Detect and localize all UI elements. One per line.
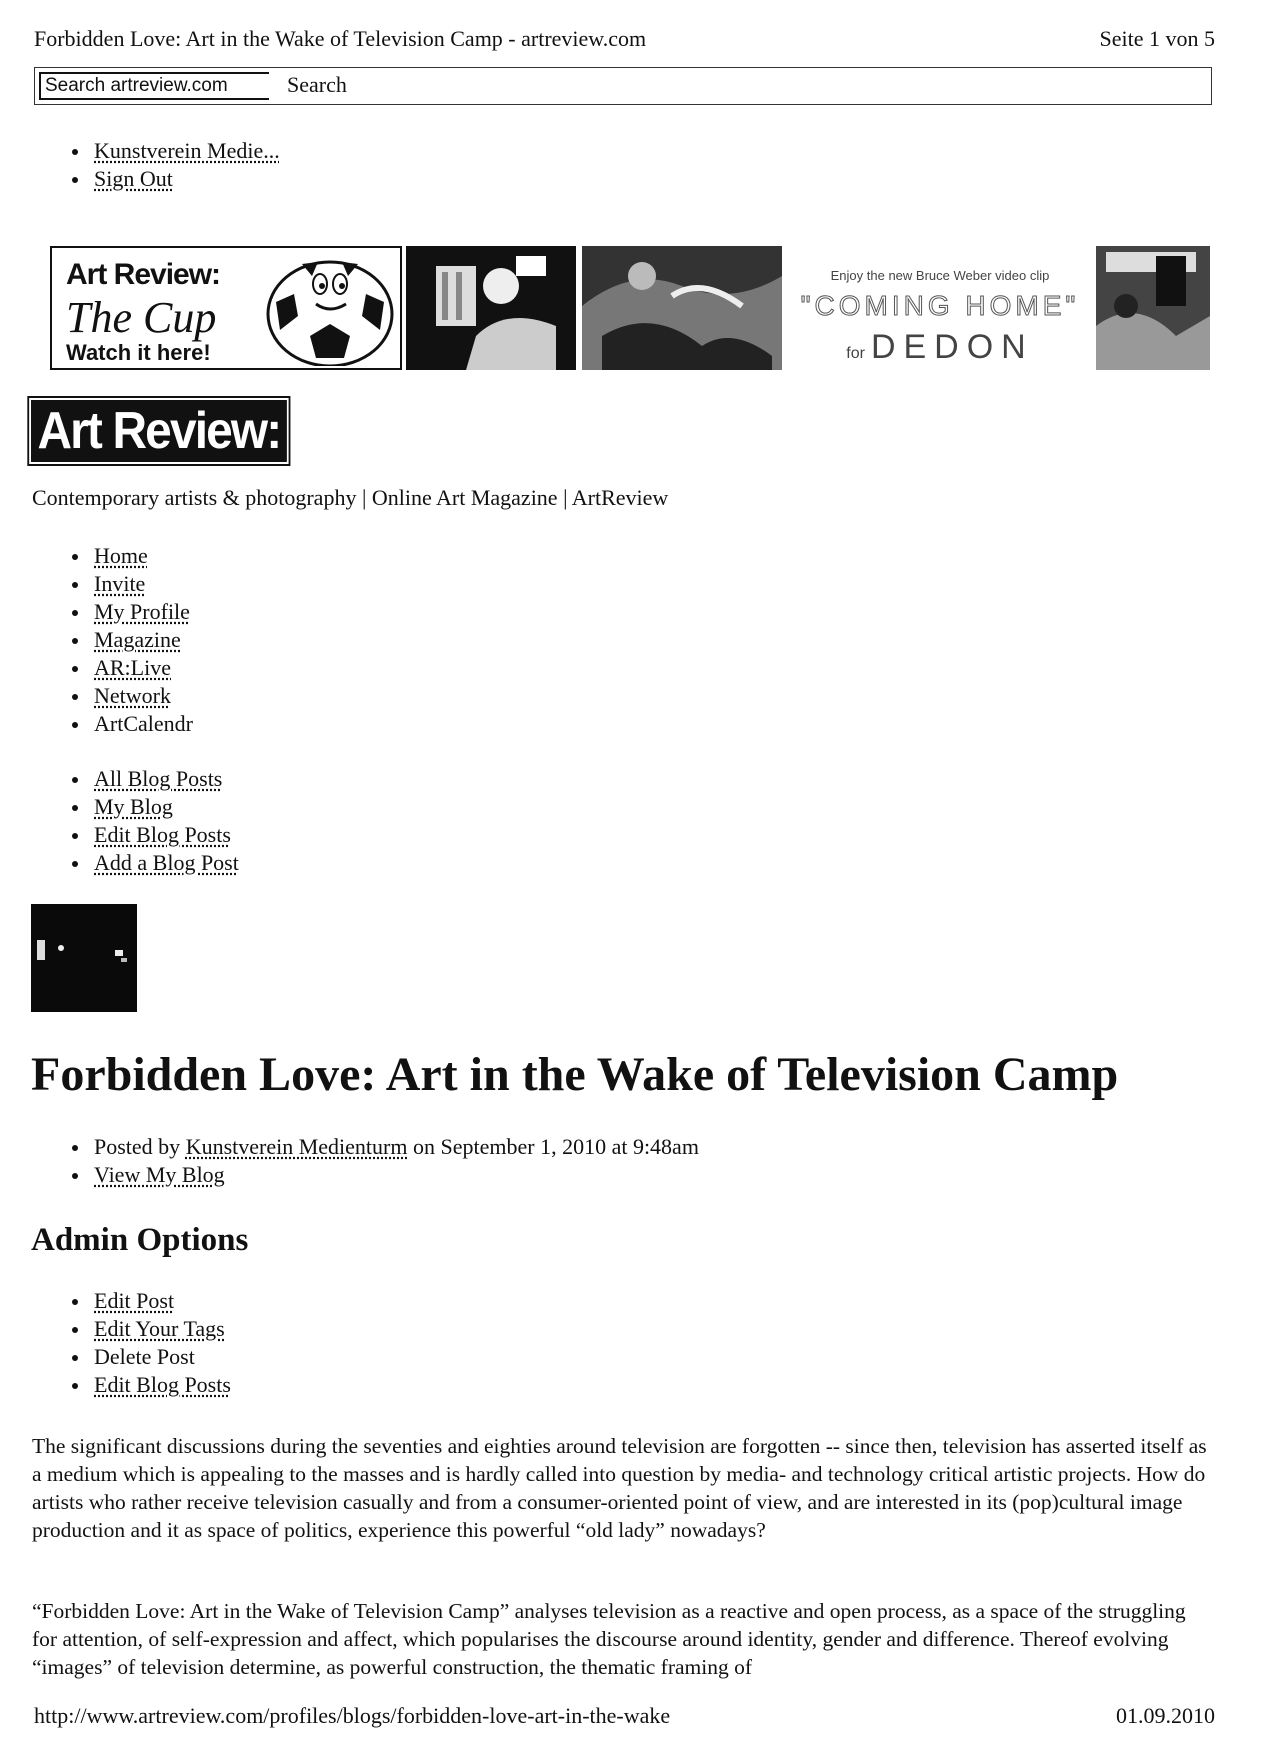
post-title: Forbidden Love: Art in the Wake of Television Camp (31, 1048, 1119, 1101)
admin-option-edit-blog-posts (34, 1371, 231, 1399)
admin-options-list (34, 1287, 231, 1399)
print-footer-url: http://www.artreview.com/profiles/blogs/forbidden-love-art-in-the-wake (34, 1703, 671, 1728)
dedon-ad-brand: DEDON (870, 328, 1034, 366)
my-blog-link[interactable]: My Blog (94, 794, 173, 819)
post-byline (34, 1133, 699, 1161)
admin-options-heading: Admin Options (31, 1222, 249, 1258)
cup-ad-line2: The Cup (66, 293, 217, 342)
print-footer-date: 01.09.2010 (1116, 1703, 1215, 1728)
blog-nav-item-add-post (34, 849, 239, 877)
artreview-logo[interactable]: Art Review: (31, 400, 287, 462)
blog-nav-item-edit-posts (34, 821, 239, 849)
soccer-ball-icon (262, 254, 398, 366)
print-header-title: Forbidden Love: Art in the Wake of Television Camp - artreview.com (34, 26, 647, 51)
ad-photo-image (406, 246, 576, 370)
nav-magazine-link[interactable]: Magazine (94, 627, 181, 652)
delete-post-link[interactable]: Delete Post (94, 1344, 195, 1369)
main-nav-item-invite (34, 570, 193, 598)
post-meta (34, 1133, 699, 1189)
main-nav-item-network (34, 682, 193, 710)
nav-arlive-link[interactable]: AR:Live (94, 655, 171, 680)
print-header-page-number: Seite 1 von 5 (1099, 26, 1215, 51)
dedon-ad-line1: Enjoy the new Bruce Weber video clip (830, 268, 1050, 283)
nav-network-link[interactable]: Network (94, 683, 171, 708)
edit-post-link[interactable]: Edit Post (94, 1288, 175, 1313)
dedon-ad-for: for (846, 345, 865, 362)
author-avatar-image (31, 904, 137, 1012)
ad-photo-image (582, 246, 782, 370)
author-avatar[interactable] (31, 904, 137, 1012)
ad-photo-crowd[interactable] (582, 246, 782, 370)
ad-photo-dedon[interactable] (1096, 246, 1210, 370)
ad-photo-image (1096, 246, 1210, 370)
account-profile-link[interactable]: Kunstverein Medie... (94, 138, 280, 163)
cup-ad-line3: Watch it here! (66, 340, 211, 365)
nav-home-link[interactable]: Home (94, 543, 148, 568)
dedon-ad-line2: "COMING HOME" (800, 290, 1080, 321)
sign-out-link[interactable]: Sign Out (94, 166, 173, 191)
main-nav-item-my-profile (34, 598, 193, 626)
post-author-link[interactable]: Kunstverein Medienturm (185, 1134, 408, 1159)
account-menu-item-profile (34, 137, 280, 165)
posted-date: on September 1, 2010 at 9:48am (407, 1134, 699, 1159)
account-menu (34, 137, 280, 193)
view-my-blog-item (34, 1161, 699, 1189)
edit-blog-posts-link[interactable]: Edit Blog Posts (94, 822, 231, 847)
dedon-ad[interactable] (790, 246, 1090, 370)
blog-nav-item-all-posts (34, 765, 239, 793)
view-my-blog-link[interactable]: View My Blog (94, 1162, 225, 1187)
nav-artcalendr[interactable]: ArtCalendr (94, 711, 193, 736)
search-bar (34, 67, 1212, 105)
ad-photo-cup-scene[interactable] (406, 246, 576, 370)
admin-option-edit-post (34, 1287, 231, 1315)
blog-nav (34, 765, 239, 877)
cup-ad-line1: Art Review: (66, 258, 221, 291)
dedon-ad-brand-line (790, 328, 1090, 367)
post-body-paragraph-1: The significant discussions during the seventies and eighties around television are forgotten -- since then, television has asserted itself as a medium which is appealing to the masses and is hardly called into question by media- and technology critical artistic projects. How do artists who rather receive television casually and from a consumer-oriented point of view, and are interested in its (pop)cultural image production and it as space of politics, experience this powerful “old lady” nowadays? (32, 1434, 1207, 1542)
main-nav-item-artcalendr (34, 710, 193, 738)
the-cup-ad[interactable] (50, 246, 402, 370)
search-button[interactable]: Search (281, 70, 353, 100)
posted-by-prefix: Posted by (94, 1134, 186, 1159)
nav-invite-link[interactable]: Invite (94, 571, 146, 596)
main-nav-item-magazine (34, 626, 193, 654)
all-blog-posts-link[interactable]: All Blog Posts (94, 766, 223, 791)
edit-your-tags-link[interactable]: Edit Your Tags (94, 1316, 225, 1341)
add-blog-post-link[interactable]: Add a Blog Post (94, 850, 239, 875)
nav-my-profile-link[interactable]: My Profile (94, 599, 190, 624)
main-nav (34, 542, 193, 738)
main-nav-item-arlive (34, 654, 193, 682)
post-body-paragraph-2: “Forbidden Love: Art in the Wake of Television Camp” analyses television as a reactive and open process, as a space of the struggling for attention, of self-expression and affect, which popularises the discourse around identity, gender and difference. Thereof evolving “images” of television determine, as powerful construction, the thematic framing of (32, 1599, 1186, 1679)
main-nav-item-home (34, 542, 193, 570)
admin-edit-blog-posts-link[interactable]: Edit Blog Posts (94, 1372, 231, 1397)
admin-option-delete-post (34, 1343, 231, 1371)
account-menu-item-sign-out (34, 165, 280, 193)
blog-nav-item-my-blog (34, 793, 239, 821)
admin-option-edit-tags (34, 1315, 231, 1343)
search-input[interactable] (39, 72, 269, 100)
ad-banner[interactable] (50, 246, 1210, 372)
site-tagline: Contemporary artists & photography | Online Art Magazine | ArtReview (32, 485, 669, 510)
